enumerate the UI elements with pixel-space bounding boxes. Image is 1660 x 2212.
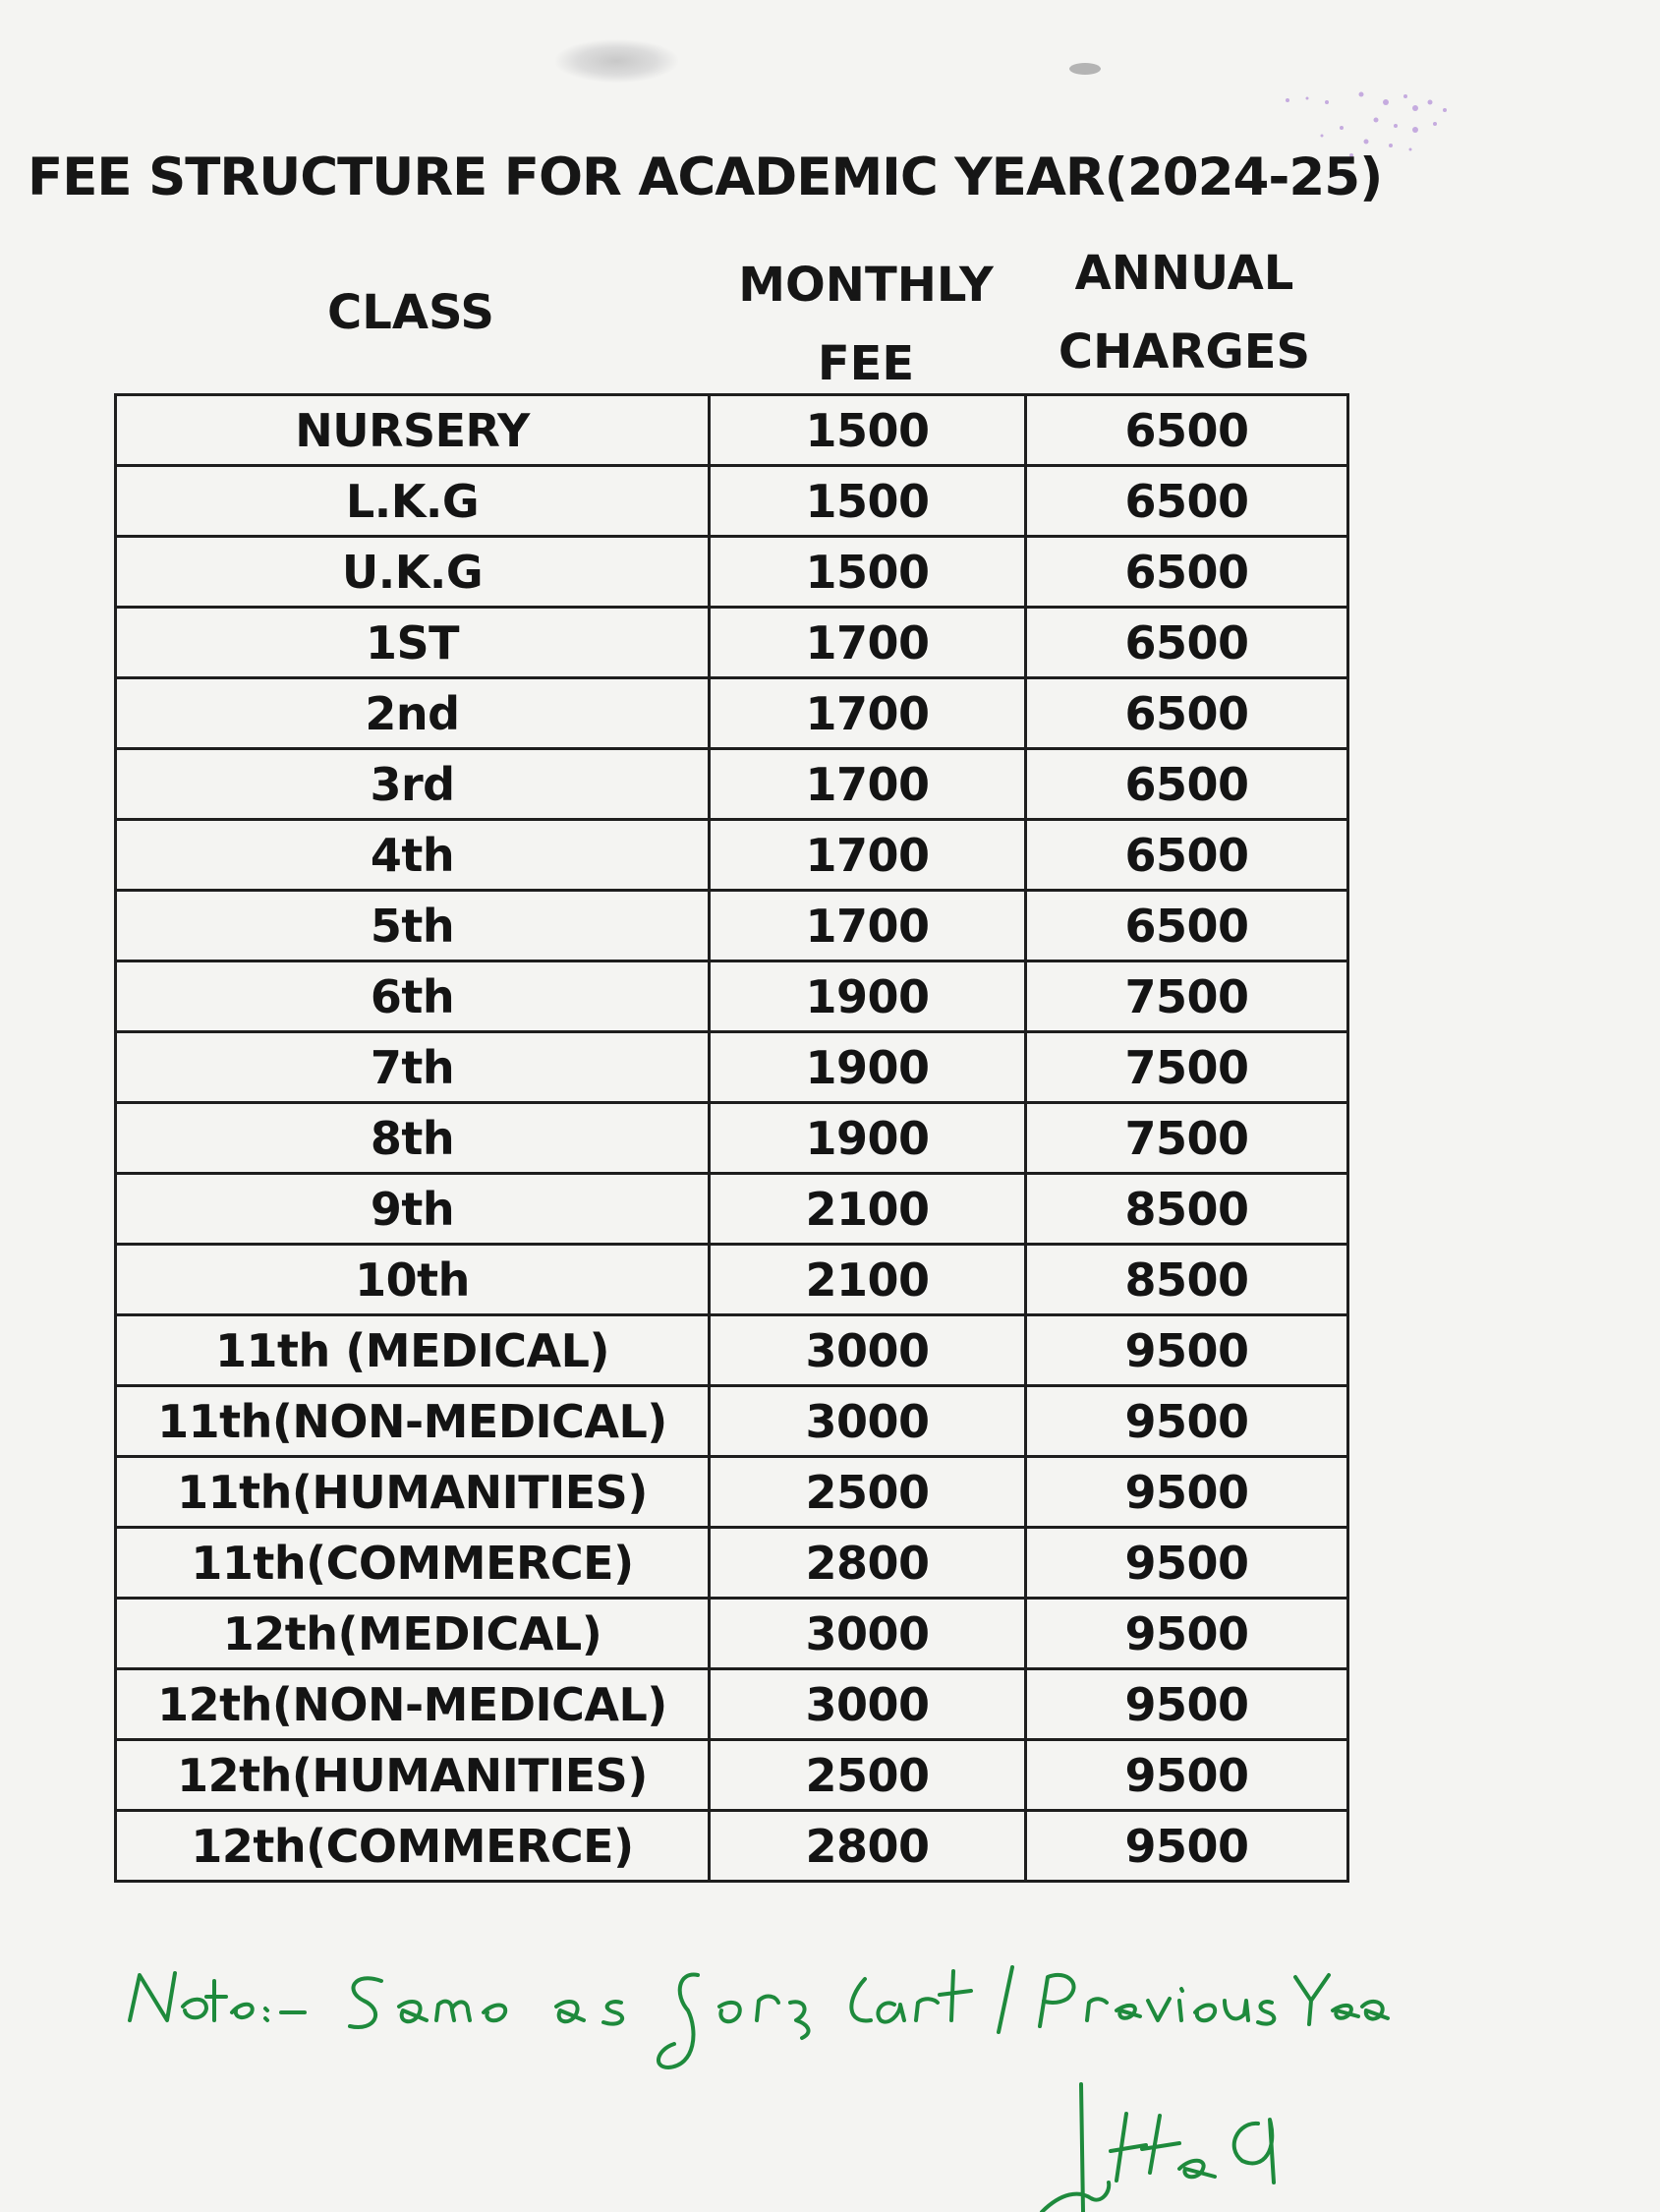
annual-charges-cell: 6500 <box>1026 749 1348 820</box>
class-cell: L.K.G <box>116 466 710 537</box>
class-cell: 12th(NON-MEDICAL) <box>116 1669 710 1740</box>
class-cell: 9th <box>116 1174 710 1245</box>
column-header-annual-line1: ANNUAL <box>1074 246 1294 301</box>
class-cell: 11th(HUMANITIES) <box>116 1457 710 1528</box>
annual-charges-cell: 7500 <box>1026 961 1348 1032</box>
monthly-fee-cell: 1700 <box>710 678 1026 749</box>
page-title: FEE STRUCTURE FOR ACADEMIC YEAR(2024-25) <box>28 147 1383 207</box>
annual-charges-cell: 6500 <box>1026 537 1348 608</box>
monthly-fee-cell: 3000 <box>710 1669 1026 1740</box>
annual-charges-cell: 8500 <box>1026 1245 1348 1315</box>
monthly-fee-cell: 1700 <box>710 608 1026 678</box>
class-cell: 5th <box>116 891 710 961</box>
table-row <box>116 608 1348 678</box>
monthly-fee-cell: 2100 <box>710 1245 1026 1315</box>
annual-charges-cell: 9500 <box>1026 1315 1348 1386</box>
fee-table-body <box>116 395 1348 1882</box>
table-row <box>116 1599 1348 1669</box>
table-row <box>116 1315 1348 1386</box>
table-row <box>116 1174 1348 1245</box>
annual-charges-cell: 9500 <box>1026 1386 1348 1457</box>
annual-charges-cell: 9500 <box>1026 1457 1348 1528</box>
class-cell: NURSERY <box>116 395 710 466</box>
table-row <box>116 678 1348 749</box>
class-cell: U.K.G <box>116 537 710 608</box>
column-header-annual-line2: CHARGES <box>1058 324 1311 379</box>
class-cell: 8th <box>116 1103 710 1174</box>
column-header-monthly-line1: MONTHLY <box>738 258 994 313</box>
table-row <box>116 1669 1348 1740</box>
monthly-fee-cell: 1500 <box>710 537 1026 608</box>
class-cell: 10th <box>116 1245 710 1315</box>
class-cell: 2nd <box>116 678 710 749</box>
handwritten-signature <box>1032 2074 1346 2212</box>
monthly-fee-cell: 2800 <box>710 1528 1026 1599</box>
monthly-fee-cell: 1700 <box>710 749 1026 820</box>
monthly-fee-cell: 2800 <box>710 1811 1026 1882</box>
class-cell: 11th(COMMERCE) <box>116 1528 710 1599</box>
column-header-annual-charges <box>1024 234 1345 391</box>
monthly-fee-cell: 3000 <box>710 1315 1026 1386</box>
fee-table <box>114 393 1349 1883</box>
class-cell: 11th(NON-MEDICAL) <box>116 1386 710 1457</box>
monthly-fee-cell: 1900 <box>710 961 1026 1032</box>
table-row <box>116 1740 1348 1811</box>
monthly-fee-cell: 1900 <box>710 1103 1026 1174</box>
table-row <box>116 961 1348 1032</box>
table-row <box>116 1528 1348 1599</box>
annual-charges-cell: 6500 <box>1026 466 1348 537</box>
class-cell: 12th(COMMERCE) <box>116 1811 710 1882</box>
annual-charges-cell: 9500 <box>1026 1528 1348 1599</box>
class-cell: 4th <box>116 820 710 891</box>
class-cell: 12th(MEDICAL) <box>116 1599 710 1669</box>
column-header-monthly-fee <box>708 246 1024 403</box>
class-cell: 7th <box>116 1032 710 1103</box>
annual-charges-cell: 6500 <box>1026 608 1348 678</box>
table-row <box>116 466 1348 537</box>
column-header-class: CLASS <box>327 285 494 340</box>
column-header-monthly-line2: FEE <box>817 336 915 391</box>
annual-charges-cell: 6500 <box>1026 678 1348 749</box>
annual-charges-cell: 9500 <box>1026 1811 1348 1882</box>
monthly-fee-cell: 3000 <box>710 1599 1026 1669</box>
monthly-fee-cell: 1900 <box>710 1032 1026 1103</box>
monthly-fee-cell: 2500 <box>710 1457 1026 1528</box>
table-row <box>116 1811 1348 1882</box>
annual-charges-cell: 9500 <box>1026 1740 1348 1811</box>
paper-speck-mark <box>1069 63 1101 75</box>
annual-charges-cell: 9500 <box>1026 1599 1348 1669</box>
class-cell: 11th (MEDICAL) <box>116 1315 710 1386</box>
monthly-fee-cell: 2500 <box>710 1740 1026 1811</box>
paper-scuff-mark <box>555 39 678 83</box>
table-row <box>116 1032 1348 1103</box>
annual-charges-cell: 7500 <box>1026 1103 1348 1174</box>
annual-charges-cell: 6500 <box>1026 395 1348 466</box>
table-row <box>116 1386 1348 1457</box>
monthly-fee-cell: 1700 <box>710 820 1026 891</box>
annual-charges-cell: 6500 <box>1026 891 1348 961</box>
table-row <box>116 891 1348 961</box>
table-row <box>116 537 1348 608</box>
class-cell: 6th <box>116 961 710 1032</box>
monthly-fee-cell: 1700 <box>710 891 1026 961</box>
monthly-fee-cell: 1500 <box>710 466 1026 537</box>
table-row <box>116 1103 1348 1174</box>
table-row <box>116 749 1348 820</box>
annual-charges-cell: 8500 <box>1026 1174 1348 1245</box>
class-cell: 1ST <box>116 608 710 678</box>
annual-charges-cell: 7500 <box>1026 1032 1348 1103</box>
class-cell: 3rd <box>116 749 710 820</box>
table-row <box>116 1457 1348 1528</box>
monthly-fee-cell: 2100 <box>710 1174 1026 1245</box>
monthly-fee-cell: 3000 <box>710 1386 1026 1457</box>
table-row <box>116 820 1348 891</box>
table-row <box>116 1245 1348 1315</box>
annual-charges-cell: 6500 <box>1026 820 1348 891</box>
annual-charges-cell: 9500 <box>1026 1669 1348 1740</box>
class-cell: 12th(HUMANITIES) <box>116 1740 710 1811</box>
monthly-fee-cell: 1500 <box>710 395 1026 466</box>
table-row <box>116 395 1348 466</box>
